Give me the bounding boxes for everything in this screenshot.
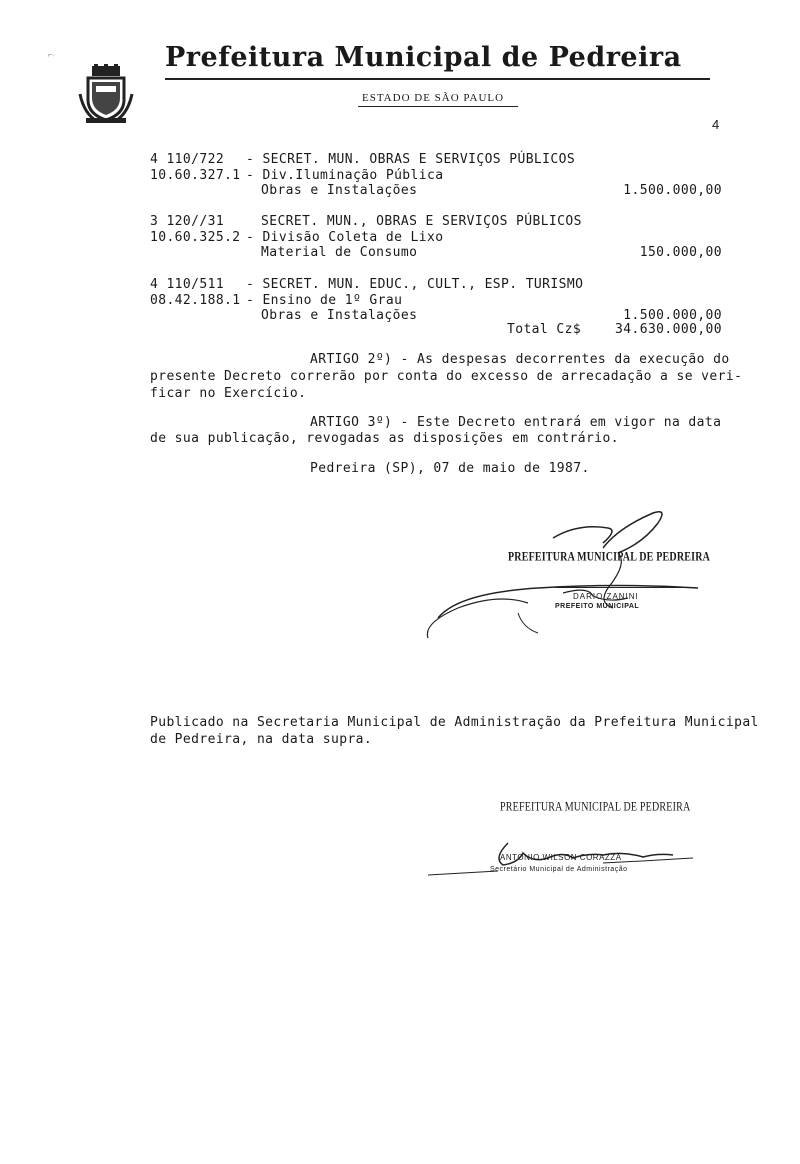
article-2-line: presente Decreto correrão por conta do excesso de arrecadação a se veri-: [150, 369, 743, 384]
item-code: 3 120//31: [150, 214, 225, 229]
item-line: Obras e Instalações: [261, 183, 418, 198]
page-title: Prefeitura Municipal de Pedreira: [165, 42, 682, 73]
total-value: 34.630.000,00: [615, 322, 722, 337]
item-amount: 1.500.000,00: [623, 308, 722, 323]
secretary-stamp-name: ANTONIO WILSON CORAZZA: [500, 853, 622, 862]
corner-mark: ⌐·: [48, 52, 56, 59]
mayor-stamp-line: [555, 587, 685, 588]
page-number: 4: [712, 117, 720, 132]
article-3-line: de sua publicação, revogadas as disposições em contrário.: [150, 431, 619, 446]
item-amount: 150.000,00: [639, 245, 722, 260]
item-line: - SECRET. MUN. OBRAS E SERVIÇOS PÚBLICOS: [246, 152, 576, 167]
title-underline: [165, 78, 710, 80]
item-line: - Div.Iluminação Pública: [246, 168, 444, 183]
total-label: Total Cz$: [507, 322, 582, 337]
mayor-stamp-role: PREFEITO MUNICIPAL: [555, 603, 640, 610]
item-code: 10.60.327.1: [150, 168, 241, 183]
article-2-line: ficar no Exercício.: [150, 386, 307, 401]
publication-line: Publicado na Secretaria Municipal de Administração da Prefeitura Municipal: [150, 715, 759, 730]
item-code: 4 110/722: [150, 152, 225, 167]
coat-of-arms-logo: [70, 46, 126, 106]
mayor-stamp-org: PREFEITURA MUNICIPAL DE PEDREIRA: [508, 550, 711, 565]
secretary-stamp-role: Secretário Municipal de Administração: [490, 866, 628, 873]
item-code: 10.60.325.2: [150, 230, 241, 245]
item-amount: 1.500.000,00: [623, 183, 722, 198]
date-line: Pedreira (SP), 07 de maio de 1987.: [310, 461, 590, 476]
item-line: Material de Consumo: [261, 245, 418, 260]
article-3-line: ARTIGO 3º) - Este Decreto entrará em vigor na data: [310, 415, 722, 430]
item-code: 08.42.188.1: [150, 293, 241, 308]
subtitle-underline: [358, 106, 518, 107]
state-subtitle: ESTADO DE SÃO PAULO: [362, 92, 505, 104]
item-line: - SECRET. MUN. EDUC., CULT., ESP. TURISMO: [246, 277, 584, 292]
mayor-stamp-name: DARIO ZANINI: [573, 592, 639, 601]
item-line: - Ensino de 1º Grau: [246, 293, 403, 308]
article-2-line: ARTIGO 2º) - As despesas decorrentes da execução do: [310, 352, 730, 367]
publication-line: de Pedreira, na data supra.: [150, 732, 373, 747]
item-code: 4 110/511: [150, 277, 225, 292]
secretary-stamp-org: PREFEITURA MUNICIPAL DE PEDREIRA: [500, 800, 691, 815]
item-line: SECRET. MUN., OBRAS E SERVIÇOS PÚBLICOS: [261, 214, 582, 229]
item-line: Obras e Instalações: [261, 308, 418, 323]
item-line: - Divisão Coleta de Lixo: [246, 230, 444, 245]
